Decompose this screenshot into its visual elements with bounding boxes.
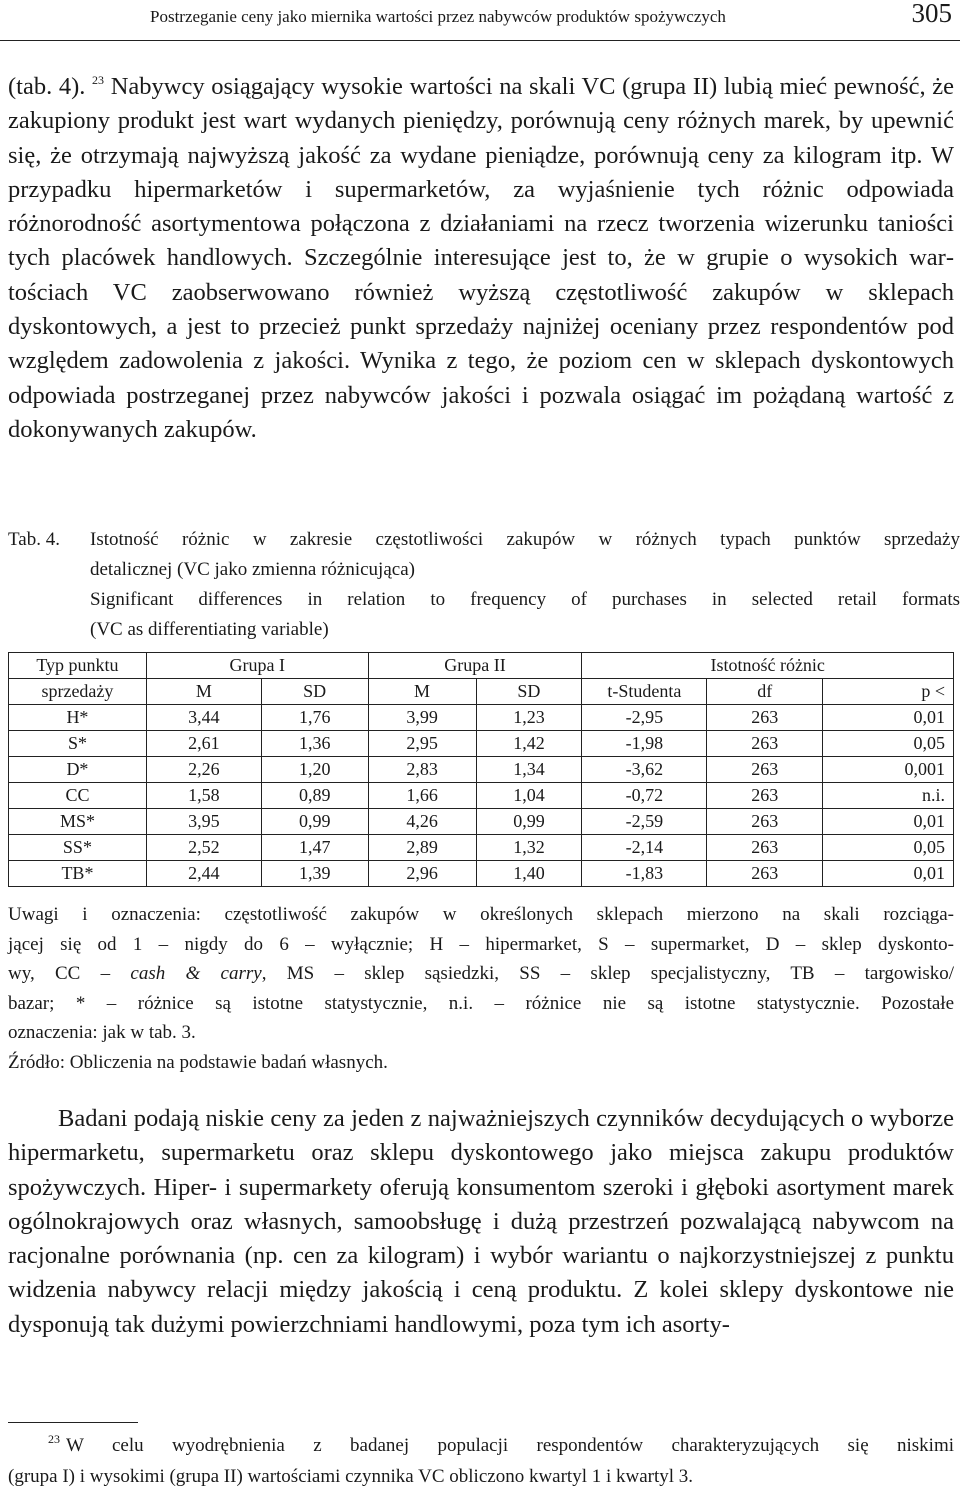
cell-m1: 1,58: [146, 783, 261, 809]
source-note: Źródło: Obliczenia na podstawie badań własnych.: [8, 1051, 388, 1073]
para2-text: Badani podają niskie ceny za jeden z najważniejszych czynników decydujących o wyborze hipermarketu, supermarketu oraz sklepu dyskontowego jako miejsca zakupu produktów spożywczych. Hiper- i supermarkety oferują konsumentom szeroki i głęboki asortyment marek ogólnokrajowych oraz własnych, samoobsługę i dużą przestrzeń pozwalającą nabywcom na racjonalne porównania (np. cen za kilogram) i wybór wariantu o najkorzystniejszej z punktu widzenia nabywcy relacji między jakością i ceną produktu. Z kolei sklepy dyskontowe nie dysponują tak dużymi powierzchniami handlowymi, poza tym ich asorty-: [8, 1105, 954, 1338]
table-header-row-2: [9, 679, 954, 705]
footnote-text-1: W celu wyodrębnienia z badanej populacji respondentów charakteryzujących się niskimi: [66, 1435, 954, 1456]
cell-sd2: 1,32: [476, 835, 582, 861]
header-t-student: t-Studenta: [582, 679, 707, 705]
cell-df: 263: [707, 861, 823, 887]
cell-m1: 2,44: [146, 861, 261, 887]
header-sd-2: SD: [476, 679, 582, 705]
cell-type: S*: [9, 731, 147, 757]
cell-sd1: 1,36: [261, 731, 368, 757]
cell-p: 0,01: [823, 861, 954, 887]
header-sd-1: SD: [261, 679, 368, 705]
notes-line-2: jącej się od 1 – nigdy do 6 – wyłącznie; H – hipermarket, S – supermarket, D – sklep dyskonto-: [8, 933, 954, 955]
header-group-2: Grupa II: [368, 653, 582, 679]
caption-line-en-2: (VC as differentiating variable): [90, 619, 329, 640]
cell-p: 0,01: [823, 809, 954, 835]
cell-sd1: 0,89: [261, 783, 368, 809]
results-table: [8, 652, 954, 887]
caption-line-en-1: Significant differences in relation to frequency of purchases in selected retail formats: [90, 589, 960, 610]
notes-line-4: bazar; * – różnice są istotne statystycznie, n.i. – różnice nie są istotne statystycznie. Pozostałe: [8, 992, 954, 1014]
cell-df: 263: [707, 835, 823, 861]
cell-sd2: 1,40: [476, 861, 582, 887]
table-number: Tab. 4.: [8, 529, 60, 550]
table-header-row-1: [9, 653, 954, 679]
cell-p: 0,05: [823, 731, 954, 757]
table-row: [9, 783, 954, 809]
cell-type: TB*: [9, 861, 147, 887]
cell-df: 263: [707, 757, 823, 783]
body-paragraph-1: [8, 70, 954, 447]
caption-line-pl-2: detalicznej (VC jako zmienna różnicująca): [90, 559, 415, 580]
header-rule: [0, 40, 960, 41]
cell-sd1: 1,76: [261, 705, 368, 731]
para1-text: Nabywcy osiągający wysokie wartości na skali VC (grupa II) lubią mieć pewność, że zakupiony produkt jest wart wydanych pieniędzy, porównują ceny różnych marek, by upewnić się, że otrzymają najwyższą jakość za wydane pieniądze, porównują ceny za kilogram itp. W przypadku hipermarketów i supermarketów, za wyjaśnienie tych różnic odpowiada różnorodność asortymentowa połączona z działaniami na rzecz tworzenia wizerunku taniości tych placówek handlowych. Szczególnie interesujące jest to, że w grupie o wysokich wartościach VC zaobserwowano również wyższą częstotliwość zakupów w sklepach dyskontowych, a jest to przecież punkt sprzedaży najniżej oceniany przez respondentów pod względem zadowolenia z jakości. Wynika z tego, że poziom cen w sklepach dyskontowych odpowiada postrzeganej przez nabywców jakości i pozwala osiągać im pożądaną wartość z dokonywanych zakupów.: [8, 73, 954, 443]
table-row: [9, 705, 954, 731]
cell-p: 0,01: [823, 705, 954, 731]
cell-m2: 2,95: [368, 731, 476, 757]
notes-line-3a: wy, CC –: [8, 963, 131, 984]
cell-type: CC: [9, 783, 147, 809]
running-title: Postrzeganie ceny jako miernika wartości przez nabywców produktów spożywczych: [150, 7, 726, 26]
footnote-rule: [8, 1422, 138, 1423]
table-row: [9, 731, 954, 757]
cell-m2: 4,26: [368, 809, 476, 835]
cell-t: -2,59: [582, 809, 707, 835]
body-paragraph-2: [8, 1102, 954, 1342]
notes-line-3: [8, 959, 954, 989]
cell-sd2: 1,34: [476, 757, 582, 783]
cell-m1: 3,44: [146, 705, 261, 731]
page-number: 305: [911, 0, 952, 28]
cell-sd1: 1,20: [261, 757, 368, 783]
table-row: [9, 809, 954, 835]
notes-line-1: Uwagi i oznaczenia: częstotliwość zakupów w określonych sklepach mierzono na skali rozciąga-: [8, 904, 954, 925]
cell-t: -2,95: [582, 705, 707, 731]
cell-m2: 2,96: [368, 861, 476, 887]
header-type-l1: Typ punktu: [9, 653, 147, 679]
cell-t: -3,62: [582, 757, 707, 783]
cell-t: -1,83: [582, 861, 707, 887]
cell-t: -2,14: [582, 835, 707, 861]
cell-m1: 2,26: [146, 757, 261, 783]
table-caption: [8, 525, 960, 645]
cell-type: D*: [9, 757, 147, 783]
cell-sd2: 1,42: [476, 731, 582, 757]
cell-sd1: 1,47: [261, 835, 368, 861]
footnote-ref-23[interactable]: 23: [92, 73, 105, 87]
cell-p: 0,001: [823, 757, 954, 783]
cell-m1: 3,95: [146, 809, 261, 835]
footnote-line-1: [8, 1430, 954, 1461]
header-significance: Istotność różnic: [582, 653, 954, 679]
cell-t: -1,98: [582, 731, 707, 757]
cell-sd2: 1,04: [476, 783, 582, 809]
footnote-23: [8, 1430, 954, 1492]
cell-p: n.i.: [823, 783, 954, 809]
cell-m2: 3,99: [368, 705, 476, 731]
cell-df: 263: [707, 731, 823, 757]
para1-lead: (tab. 4).: [8, 73, 93, 100]
page-header: [0, 0, 960, 40]
cell-m2: 2,89: [368, 835, 476, 861]
table-row: [9, 861, 954, 887]
header-df: df: [707, 679, 823, 705]
cell-sd2: 1,23: [476, 705, 582, 731]
cell-sd1: 0,99: [261, 809, 368, 835]
footnote-number: 23: [48, 1432, 60, 1446]
cell-sd1: 1,39: [261, 861, 368, 887]
notes-line-5: oznaczenia: jak w tab. 3.: [8, 1022, 196, 1043]
caption-line-pl-1: Istotność różnic w zakresie częstotliwości zakupów w różnych typach punktów sprzedaży: [90, 529, 960, 550]
cell-m2: 1,66: [368, 783, 476, 809]
cell-type: MS*: [9, 809, 147, 835]
footnote-line-2: (grupa I) i wysokimi (grupa II) wartościami czynnika VC obliczono kwartyl 1 i kwartyl 3.: [8, 1466, 694, 1487]
cell-m2: 2,83: [368, 757, 476, 783]
cell-p: 0,05: [823, 835, 954, 861]
table-notes: [8, 900, 954, 1077]
cell-m1: 2,61: [146, 731, 261, 757]
cell-m1: 2,52: [146, 835, 261, 861]
table-row: [9, 757, 954, 783]
cell-df: 263: [707, 809, 823, 835]
cell-type: H*: [9, 705, 147, 731]
cell-df: 263: [707, 705, 823, 731]
header-p: p <: [823, 679, 954, 705]
cell-t: -0,72: [582, 783, 707, 809]
cell-df: 263: [707, 783, 823, 809]
cell-type: SS*: [9, 835, 147, 861]
header-group-1: Grupa I: [146, 653, 368, 679]
header-m-2: M: [368, 679, 476, 705]
notes-line-3b: , MS – sklep sąsiedzki, SS – sklep specjalistyczny, TB – targowisko/: [261, 963, 954, 984]
cell-sd2: 0,99: [476, 809, 582, 835]
notes-cash-carry: cash & carry: [130, 963, 262, 984]
table-row: [9, 835, 954, 861]
header-type-l2: sprzedaży: [9, 679, 147, 705]
header-m-1: M: [146, 679, 261, 705]
